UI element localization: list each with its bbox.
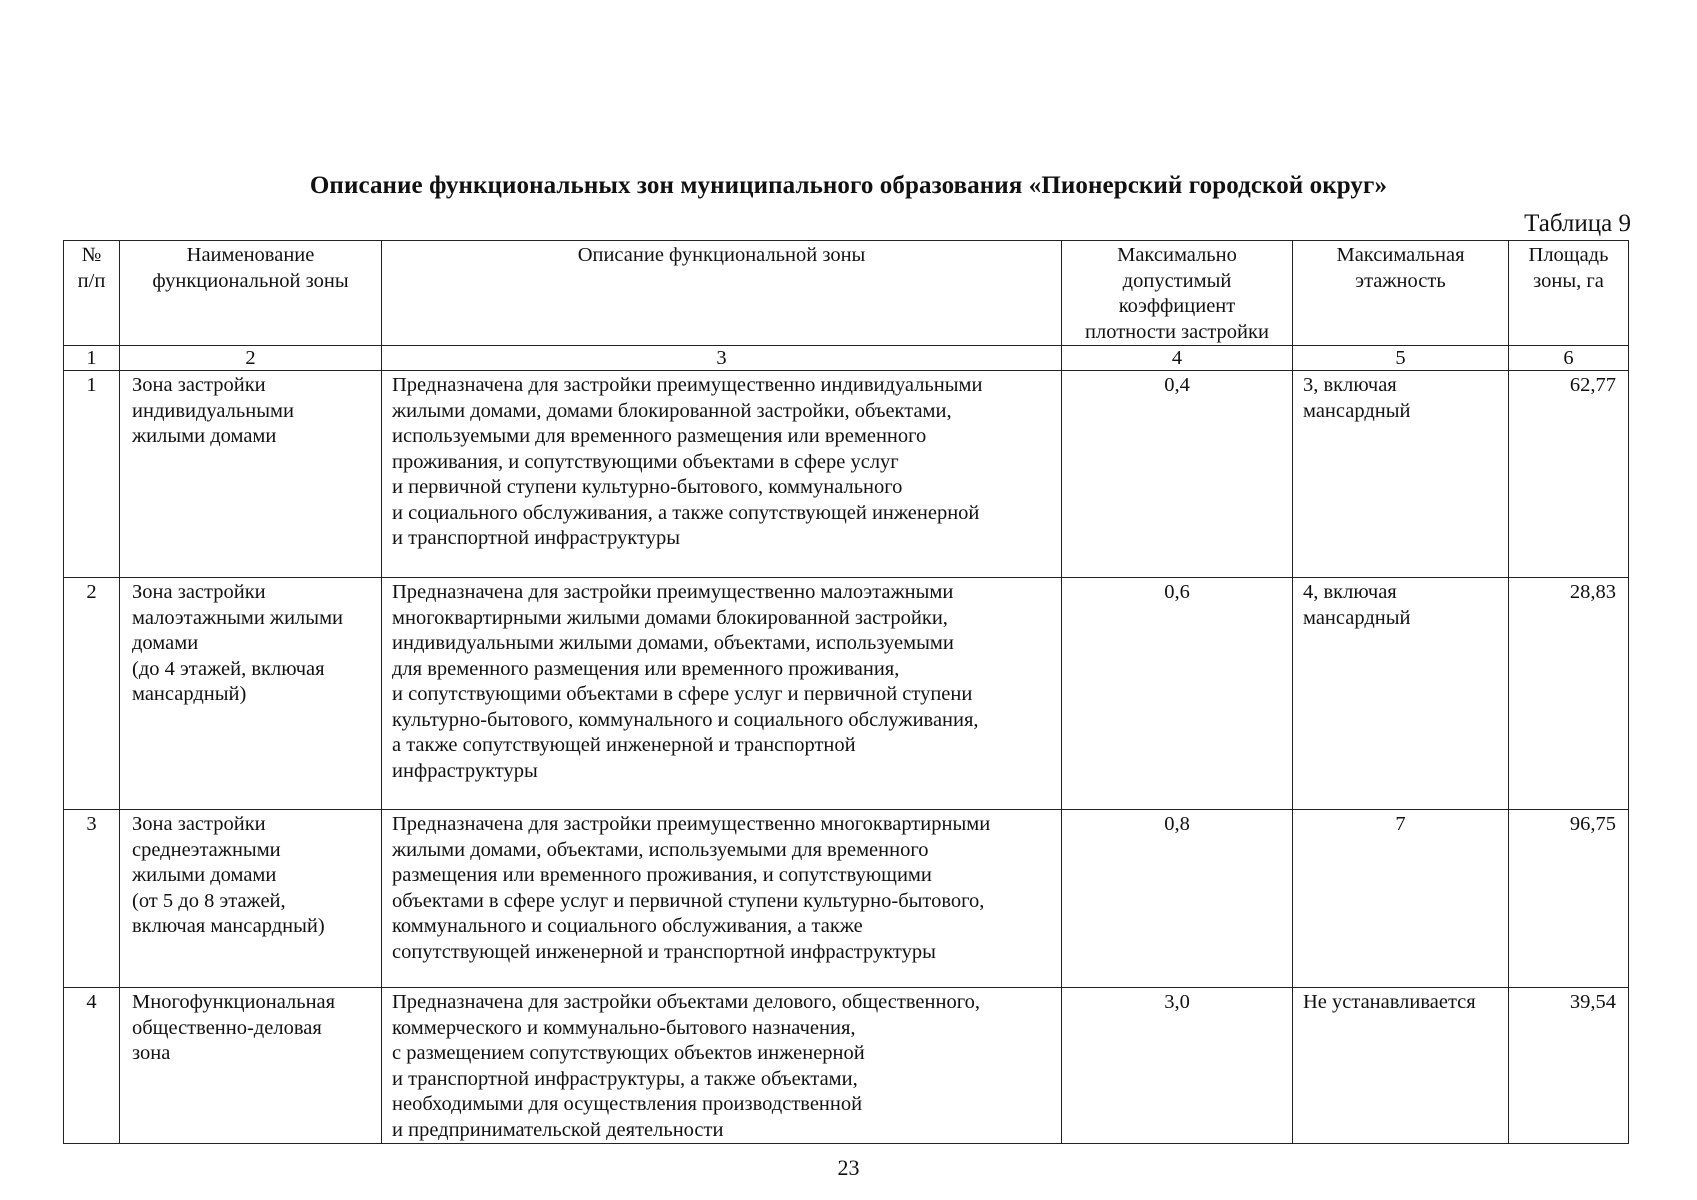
description-line: проживания, и сопутствующими объектами в сфере услуг [392, 450, 899, 473]
header-area [1509, 241, 1629, 346]
document-title: Описание функциональных зон муниципального образования «Пионерский городской округ» [309, 172, 1388, 199]
row-description [382, 988, 1062, 1144]
row-density: 0,4 [1062, 371, 1293, 578]
description-line: для временного размещения или временного проживания, [392, 657, 900, 680]
zone-name-line: (от 5 до 8 этажей, [132, 889, 286, 912]
header-density-line: коэффициент [1118, 295, 1236, 317]
column-number: 1 [64, 346, 120, 371]
zone-name-line: (до 4 этажей, включая [132, 657, 325, 680]
description-line: и первичной ступени культурно-бытового, коммунального [392, 476, 903, 498]
zone-name-line: Многофункциональная [132, 991, 336, 1013]
column-number: 2 [120, 346, 382, 371]
description-line: Предназначена для застройки преимущественно многоквартирными [392, 813, 991, 835]
header-num-line: п/п [77, 269, 106, 292]
zone-name-line: малоэтажными жилыми [132, 606, 344, 629]
row-area: 39,54 [1509, 988, 1629, 1144]
row-zone-name [120, 578, 382, 810]
header-density [1062, 241, 1293, 346]
zone-name-line: включая мансардный) [132, 915, 325, 937]
description-line: инфраструктуры [392, 759, 538, 782]
description-line: и социального обслуживания, а также сопутствующей инженерной [392, 501, 980, 524]
row-zone-name [120, 371, 382, 578]
header-area-line: зоны, га [1533, 269, 1604, 292]
row-num: 2 [64, 578, 120, 810]
header-name-line: функциональной зоны [152, 269, 349, 292]
description-line: и сопутствующими объектами в сфере услуг и первичной ступени [392, 683, 973, 705]
zone-name-line: индивидуальными [132, 399, 294, 422]
zone-name-line: общественно-деловая [132, 1016, 322, 1039]
column-number-row [64, 346, 1629, 371]
zone-name-line: мансардный) [132, 683, 247, 705]
table-label: Таблица 9 [1524, 210, 1631, 237]
description-line: объектами в сфере услуг и первичной ступени культурно-бытового, [392, 889, 985, 912]
row-description [382, 810, 1062, 988]
header-floors-line: этажность [1355, 269, 1446, 292]
description-line: размещения или временного проживания, и сопутствующими [392, 864, 932, 886]
description-line: индивидуальными жилыми домами, объектами, используемыми [392, 632, 954, 654]
row-num: 4 [64, 988, 120, 1144]
zone-name-line: домами [132, 632, 199, 654]
row-floors [1293, 578, 1509, 810]
table-row [64, 810, 1629, 988]
header-description [382, 241, 1062, 346]
description-line: а также сопутствующей инженерной и транспортной [392, 734, 856, 756]
description-line: с размещением сопутствующих объектов инженерной [392, 1042, 865, 1064]
row-area: 28,83 [1509, 578, 1629, 810]
description-line: коммерческого и коммунально-бытового назначения, [392, 1016, 856, 1039]
description-line: необходимыми для осуществления производственной [392, 1093, 863, 1115]
row-zone-name [120, 988, 382, 1144]
header-num-line: № [81, 244, 102, 266]
floors-line: 7 [1395, 813, 1406, 835]
zone-name-line: зона [132, 1042, 171, 1064]
floors-line: 3, включая [1303, 374, 1397, 396]
header-description-line: Описание функциональной зоны [577, 244, 866, 266]
row-description [382, 371, 1062, 578]
header-density-line: допустимый [1122, 269, 1232, 292]
description-line: и транспортной инфраструктуры, а также объектами, [392, 1067, 858, 1090]
description-line: используемыми для временного размещения или временного [392, 425, 927, 447]
floors-line: Не устанавливается [1303, 991, 1476, 1013]
description-line: жилыми домами, объектами, используемыми для временного [392, 838, 929, 861]
row-density: 0,8 [1062, 810, 1293, 988]
column-number: 5 [1293, 346, 1509, 371]
zone-name-line: жилыми домами [132, 864, 277, 886]
header-name [120, 241, 382, 346]
floors-line: мансардный [1303, 399, 1411, 422]
header-num [64, 241, 120, 346]
zone-name-line: жилыми домами [132, 425, 277, 447]
row-floors [1293, 988, 1509, 1144]
description-line: жилыми домами, домами блокированной застройки, объектами, [392, 399, 952, 422]
zone-name-line: Зона застройки [132, 813, 266, 835]
description-line: коммунального и социального обслуживания, а также [392, 915, 863, 937]
row-floors [1293, 810, 1509, 988]
description-line: сопутствующей инженерной и транспортной инфраструктуры [392, 940, 936, 963]
row-area: 96,75 [1509, 810, 1629, 988]
header-floors-line: Максимальная [1336, 244, 1465, 266]
description-line: Предназначена для застройки преимущественно индивидуальными [392, 374, 983, 396]
page-number: 23 [837, 1155, 860, 1180]
header-area-line: Площадь [1528, 244, 1609, 266]
description-line: Предназначена для застройки объектами делового, общественного, [392, 991, 980, 1013]
column-number: 3 [382, 346, 1062, 371]
table-row [64, 988, 1629, 1144]
floors-line: мансардный [1303, 606, 1411, 629]
column-number: 4 [1062, 346, 1293, 371]
description-line: Предназначена для застройки преимущественно малоэтажными [392, 581, 954, 603]
floors-line: 4, включая [1303, 581, 1397, 603]
row-description [382, 578, 1062, 810]
zone-name-line: среднеэтажными [132, 838, 281, 861]
table-header-row [64, 241, 1629, 346]
row-density: 0,6 [1062, 578, 1293, 810]
description-line: многоквартирными жилыми домами блокированной застройки, [392, 606, 948, 629]
zone-name-line: Зона застройки [132, 374, 266, 396]
description-line: и транспортной инфраструктуры [392, 527, 680, 549]
column-number: 6 [1509, 346, 1629, 371]
table-row [64, 371, 1629, 578]
description-line: и предпринимательской деятельности [392, 1118, 724, 1141]
header-name-line: Наименование [186, 244, 315, 266]
zone-name-line: Зона застройки [132, 581, 266, 603]
row-num: 1 [64, 371, 120, 578]
row-floors [1293, 371, 1509, 578]
description-line: культурно-бытового, коммунального и социального обслуживания, [392, 708, 979, 731]
table-row [64, 578, 1629, 810]
row-area: 62,77 [1509, 371, 1629, 578]
row-zone-name [120, 810, 382, 988]
row-density: 3,0 [1062, 988, 1293, 1144]
zones-table [63, 240, 1629, 1144]
row-num: 3 [64, 810, 120, 988]
header-density-line: Максимально [1117, 244, 1237, 266]
header-floors [1293, 241, 1509, 346]
header-density-line: плотности застройки [1085, 320, 1269, 343]
